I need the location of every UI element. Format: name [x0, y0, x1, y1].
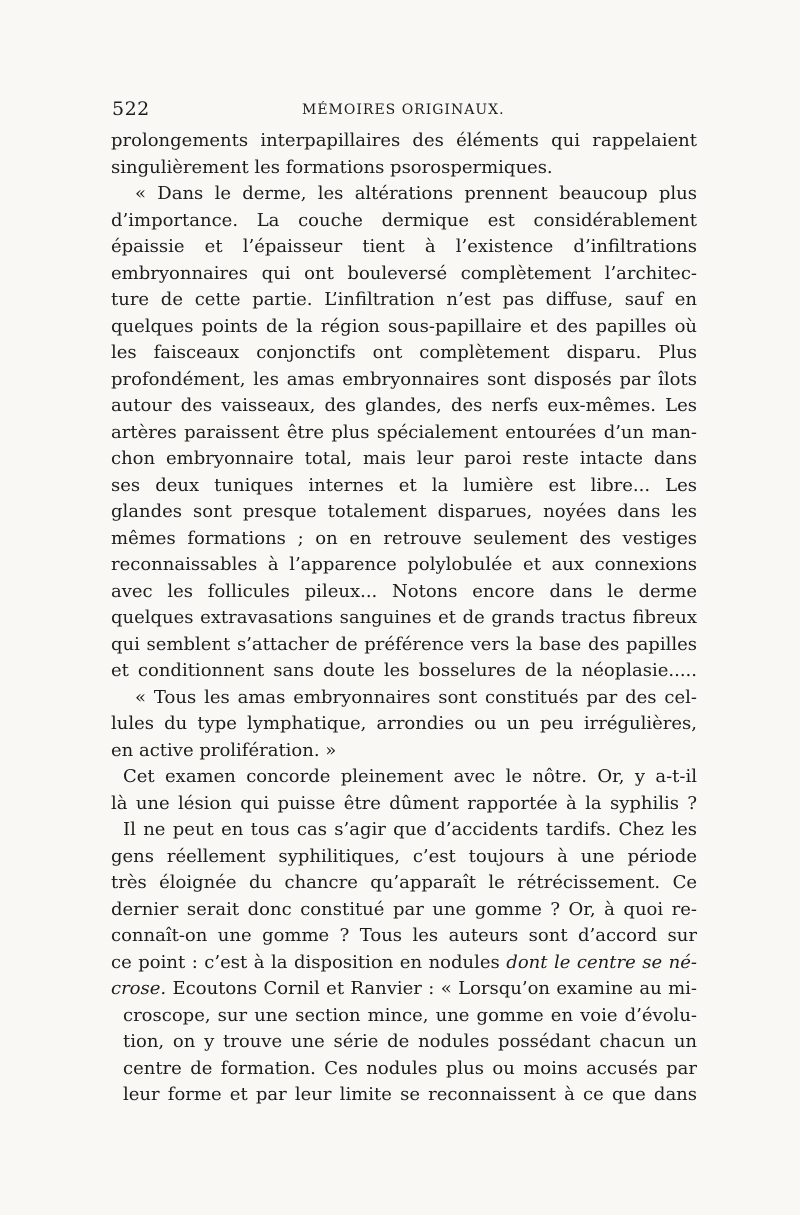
text-line: Cet examen concorde pleinement avec le nôtre. Or, y a-t-il	[123, 766, 697, 787]
running-title: MÉMOIRES ORIGINAUX.	[302, 102, 505, 118]
text-line: Il ne peut en tous cas s’agir que d’accidents tardifs. Chez les	[123, 819, 697, 840]
text-line: artères paraissent être plus spécialement entourées d’un man-	[111, 421, 697, 443]
text-line: profondément, les amas embryonnaires sont disposés par îlots	[111, 368, 697, 390]
text-line-mixed	[111, 950, 697, 977]
page-number: 522	[112, 98, 150, 120]
text-line: mêmes formations ; on en retrouve seulement des vestiges	[111, 527, 697, 549]
text-line: là une lésion qui puisse être dûment rapportée à la syphilis ?	[111, 792, 697, 814]
text-line: embryonnaires qui ont bouleversé complètement l’architec-	[111, 262, 697, 284]
text-line: d’importance. La couche dermique est considérablement	[111, 209, 697, 231]
text-line: centre de formation. Ces nodules plus ou moins accusés par	[123, 1057, 697, 1079]
text-line: chon embryonnaire total, mais leur paroi reste intacte dans	[111, 448, 697, 469]
text-line: gens réellement syphilitiques, c’est toujours à une période	[111, 845, 697, 867]
text-line: reconnaissables à l’apparence polylobulée et aux connexions	[111, 554, 697, 575]
text-line: dernier serait donc constitué par une gomme ? Or, à quoi re-	[111, 898, 697, 920]
body-text	[111, 128, 697, 1109]
text-line: épaissie et l’épaisseur tient à l’existence d’infiltrations	[111, 236, 697, 257]
text-line: tion, on y trouve une série de nodules possédant chacun un	[123, 1031, 697, 1052]
text-line: leur forme et par leur limite se reconnaissent à ce que dans	[123, 1084, 697, 1105]
running-head	[112, 96, 694, 126]
text-line: avec les follicules pileux... Notons encore dans le derme	[111, 580, 697, 602]
text-line: lules du type lymphatique, arrondies ou un peu irrégulières,	[111, 713, 697, 734]
text-segment: Ecoutons Cornil et Ranvier : « Lorsqu’on examine au mi-	[172, 978, 697, 999]
text-line: ture de cette partie. L’infiltration n’est pas diffuse, sauf en	[111, 289, 697, 310]
text-line: « Tous les amas embryonnaires sont constitués par des cel-	[135, 686, 697, 708]
italic-text-segment: dont le centre se né-	[506, 951, 697, 973]
text-line-mixed	[111, 976, 697, 1003]
text-line: connaît-on une gomme ? Tous les auteurs sont d’accord sur	[111, 925, 697, 946]
text-line: ses deux tuniques internes et la lumière est libre... Les	[111, 474, 697, 496]
text-line: et conditionnent sans doute les bosselures de la néoplasie.....	[111, 660, 697, 681]
text-segment: ce point : c’est à la disposition en nodules	[111, 951, 500, 973]
text-line: quelques points de la région sous-papillaire et des papilles où	[111, 315, 697, 337]
text-line: en active prolifération. »	[111, 739, 337, 761]
text-line: les faisceaux conjonctifs ont complètement disparu. Plus	[111, 342, 697, 363]
italic-text-segment: crose.	[111, 978, 167, 999]
text-line: autour des vaisseaux, des glandes, des nerfs eux-mêmes. Les	[111, 395, 697, 416]
text-line: singulièrement les formations psorospermiques.	[111, 156, 553, 178]
text-line: prolongements interpapillaires des éléments qui rappelaient	[111, 130, 697, 151]
text-line: glandes sont presque totalement disparues, noyées dans les	[111, 501, 697, 522]
text-line: « Dans le derme, les altérations prennent beaucoup plus	[135, 183, 697, 204]
text-line: qui semblent s’attacher de préférence vers la base des papilles	[111, 633, 697, 655]
text-line: croscope, sur une section mince, une gomme en voie d’évolu-	[123, 1004, 697, 1026]
text-line: très éloignée du chancre qu’apparaît le rétrécissement. Ce	[111, 872, 697, 893]
text-line: quelques extravasations sanguines et de grands tractus fibreux	[111, 607, 697, 628]
